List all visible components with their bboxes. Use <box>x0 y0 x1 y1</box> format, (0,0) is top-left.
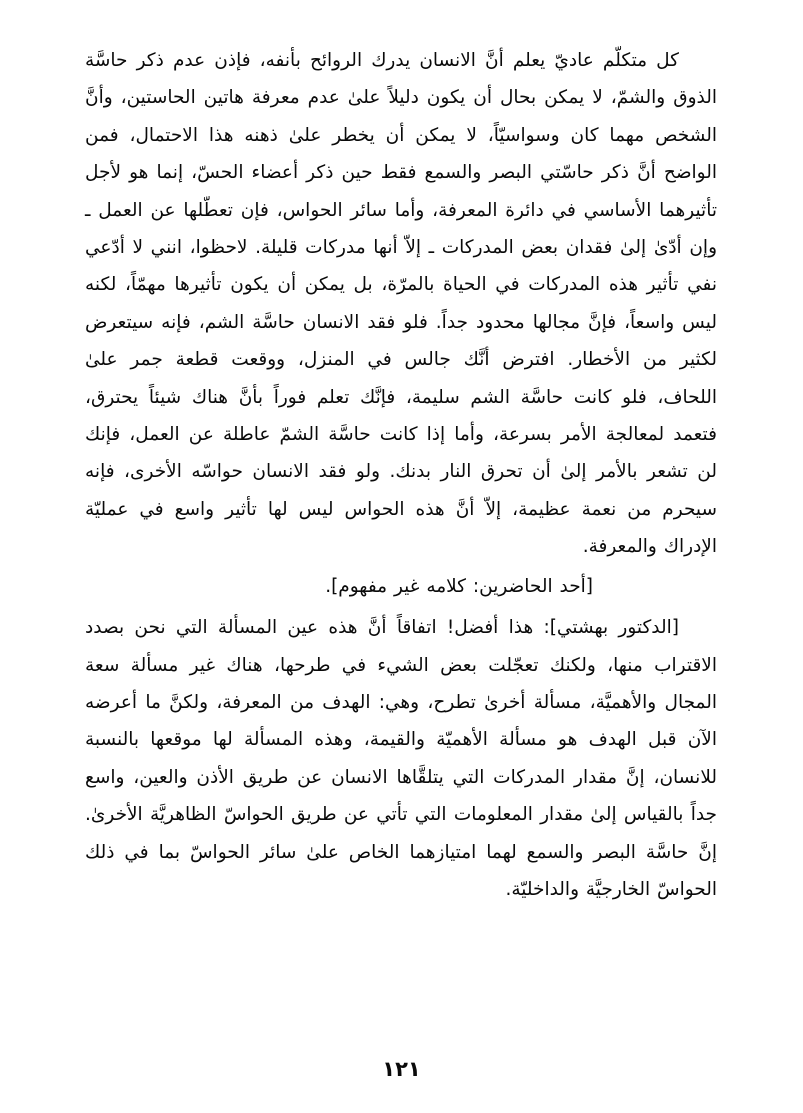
paragraph-senses-discussion: كل متكلّم عاديّ يعلم أنَّ الانسان يدرك الروائح بأنفه، فإذن عدم ذكر حاسَّة الذوق والشمّ، لا يمكن بحال أن يكون دليلاً علىٰ عدم معرفة هاتين الحاستين، وأنَّ الشخص مهما كان وسواسيّاً، لا يمكن أن يخطر علىٰ ذهنه هذا الاحتمال، فمن الواضح أنَّ ذكر حاسّتي البصر والسمع فقط حين ذكر أعضاء الحسّ، إنما هو لأجل تأثيرهما الأساسي في دائرة المعرفة، وأما سائر الحواس، فإن تعطّلها عن العمل ـ وإن أدّىٰ إلىٰ فقدان بعض المدركات ـ إلاّ أنها مدركات قليلة. لاحظوا، انني لا أدّعي نفي تأثير هذه المدركات في الحياة بالمرّة، بل يمكن أن يكون تأثيرها مهمّاً، لكنه ليس واسعاً، فإنَّ مجالها محدود جداً. فلو فقد الانسان حاسَّة الشم، فإنه سيتعرض لكثير من الأخطار. افترض أنَّك جالس في المنزل، ووقعت قطعة جمر علىٰ اللحاف، فلو كانت حاسَّة الشم سليمة، فإنَّك تعلم فوراً بأنَّ هناك شيئاً يحترق، فتعمد لمعالجة الأمر بسرعة، وأما إذا كانت حاسَّة الشمّ عاطلة عن العمل، فإنك لن تشعر بالأمر إلىٰ أن تحرق النار بدنك. ولو فقد الانسان حواسّه الأخرى، فإنه سيحرم من نعمة عظيمة، إلاّ أنَّ هذه الحواس ليس لها تأثير واسع في عمليّة الإدراك والمعرفة. <box>85 50 717 558</box>
page-number: ١٢١ <box>382 1057 421 1081</box>
body-text <box>85 42 717 908</box>
audience-remark-note: [أحد الحاضرين: كلامه غير مفهوم]. <box>325 575 593 597</box>
paragraph-doctor-beheshti-reply: [الدكتور بهشتي]: هذا أفضل! اتفاقاً أنَّ هذه عين المسألة التي نحن بصدد الاقتراب منها، ولكنك تعجّلت بعض الشيء في طرحها، هناك غير مسألة سعة المجال والأهميَّة، مسألة أخرىٰ تطرح، وهي: الهدف من المعرفة، ولكنَّ ما أعرضه الآن قبل الهدف هو مسألة الأهميّة والقيمة، وهذه المسألة لها موقعها بالنسبة للانسان، إنَّ مقدار المدركات التي يتلقَّاها الانسان عن طريق الأذن والعين، واسع جداً بالقياس إلىٰ مقدار المعلومات التي تأتي عن طريق الحواسّ الظاهريَّة الأخرىٰ. إنَّ حاسَّة البصر والسمع لهما امتيازهما الخاص علىٰ سائر الحواسّ بما في ذلك الحواسّ الخارجيَّة والداخليّة. <box>85 617 717 900</box>
